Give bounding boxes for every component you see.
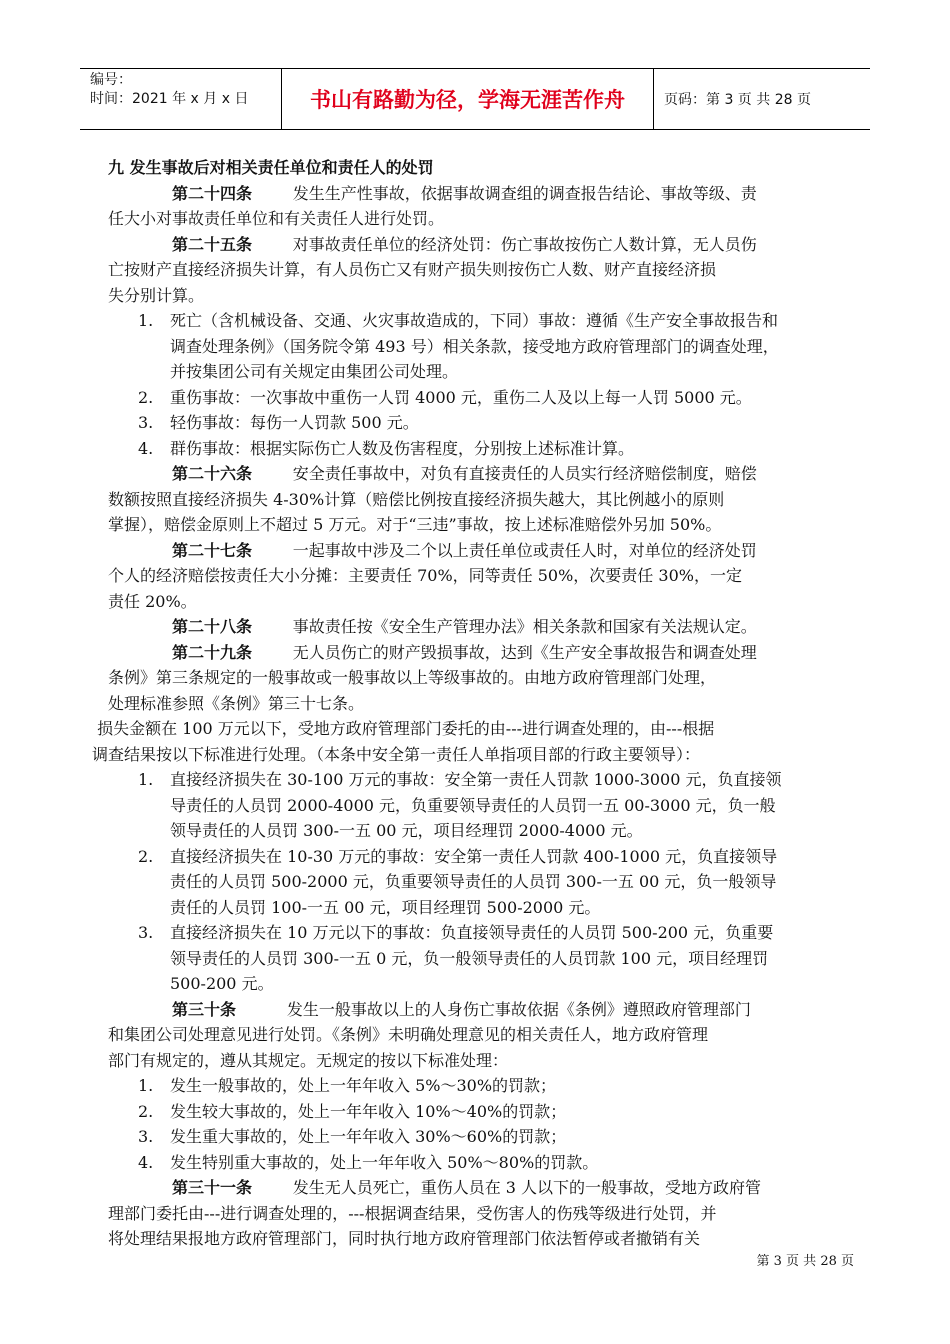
paragraph-continuation: 亡按财产直接经济损失计算，有人员伤亡又有财产损失则按伤亡人数、财产直接经济损: [108, 260, 717, 279]
article-paragraph: [108, 232, 856, 258]
list-item-text: 直接经济损失在 10 万元以下的事故：负直接领导责任的人员罚 500-200 元，负重要: [170, 923, 774, 942]
paragraph-continuation: 部门有规定的，遵从其规定。无规定的按以下标准处理：: [108, 1050, 509, 1070]
header-meta: [80, 69, 282, 129]
paragraph-continuation: 处理标准参照《条例》第三十七条。: [108, 693, 365, 713]
article-text: 事故责任按《安全生产管理办法》相关条款和国家有关法规认定。: [252, 617, 757, 636]
list-item-number: 2.: [138, 846, 154, 866]
list-item: [108, 920, 856, 946]
article-paragraph: [108, 614, 856, 640]
document-date: 时间：2021 年 x 月 x 日: [90, 91, 249, 107]
list-item: [108, 1099, 856, 1125]
list-item-number: 1.: [138, 770, 154, 789]
list-item-text: 群伤事故：根据实际伤亡人数及伤害程度，分别按上述标准计算。: [170, 438, 635, 458]
list-item-continuation: 责任的人员罚 100-一五 00 元，项目经理罚 500-2000 元。: [170, 897, 601, 917]
list-item-number: 3.: [138, 413, 154, 432]
list-item-number: 2.: [138, 1101, 154, 1121]
list-item-text: 直接经济损失在 10-30 万元的事故：安全第一责任人罚款 400-1000 元，负直接领导: [170, 846, 778, 866]
list-item-continuation: 调查处理条例》（国务院令第 493 号）相关条款，接受地方政府管理部门的调查处理，: [170, 336, 779, 356]
list-item-text: 发生重大事故的，处上一年年收入 30%～60%的罚款；: [170, 1127, 567, 1146]
list-item-number: 3.: [138, 923, 154, 942]
article-text: 无人员伤亡的财产毁损事故，达到《生产安全事故报告和调查处理: [252, 642, 757, 662]
paragraph-continuation: 责任 20%。: [108, 591, 197, 611]
list-item-text: 发生特别重大事故的，处上一年年收入 50%～80%的罚款。: [170, 1152, 599, 1172]
paragraph-continuation: 将处理结果报地方政府管理部门，同时执行地方政府管理部门依法暂停或者撤销有关: [108, 1229, 701, 1248]
paragraph-line: 损失金额在 100 万元以下，受地方政府管理部门委托的由---进行调查处理的，由---根据: [92, 719, 715, 738]
article-number: 第三十一条: [172, 1178, 253, 1197]
document-number: 编号：: [90, 72, 132, 88]
article-paragraph: [108, 538, 856, 564]
list-item: [108, 1124, 856, 1150]
article-paragraph: [108, 181, 856, 207]
paragraph-continuation: 条例》第三条规定的一般事故或一般事故以上等级事故的。由地方政府管理部门处理，: [108, 668, 717, 687]
paragraph-continuation: 失分别计算。: [108, 285, 205, 305]
article-text: 对事故责任单位的经济处罚：伤亡事故按伤亡人数计算，无人员伤: [252, 234, 757, 254]
list-item-continuation: 500-200 元。: [170, 974, 274, 993]
header-motto: 书山有路勤为径，学海无涯苦作舟: [282, 69, 654, 129]
paragraph-continuation: 掌握），赔偿金原则上不超过 5 万元。对于“三违”事故，按上述标准赔偿外另加 50%。: [108, 515, 722, 534]
list-item-continuation: 领导责任的人员罚 300-一五 00 元，项目经理罚 2000-4000 元。: [170, 821, 643, 840]
list-item-text: 重伤事故：一次事故中重伤一人罚 4000 元，重伤二人及以上每一人罚 5000 元。: [170, 387, 752, 407]
list-item: [108, 844, 856, 870]
article-number: 第二十六条: [172, 464, 253, 483]
article-number: 第三十条: [172, 999, 237, 1019]
list-item: [108, 410, 856, 436]
page-footer: 第 3 页 共 28 页: [756, 1254, 854, 1269]
list-item-text: 死亡（含机械设备、交通、火灾事故造成的，下同）事故：遵循《生产安全事故报告和: [170, 311, 779, 330]
list-item-continuation: 责任的人员罚 500-2000 元，负重要领导责任的人员罚 300-一五 00 元，负一般领导: [170, 872, 777, 891]
article-text: 发生无人员死亡，重伤人员在 3 人以下的一般事故，受地方政府管: [252, 1178, 762, 1197]
list-item: [108, 436, 856, 462]
article-number: 第二十九条: [172, 642, 253, 662]
list-item-text: 发生一般事故的，处上一年年收入 5%～30%的罚款；: [170, 1076, 557, 1095]
list-item-number: 1.: [138, 1076, 154, 1095]
page-header: [80, 68, 870, 130]
header-page-number: 页码：第 3 页 共 28 页: [664, 92, 811, 108]
list-item-number: 1.: [138, 311, 154, 330]
list-item: [108, 308, 856, 334]
list-item-number: 2.: [138, 387, 154, 407]
document-body: [92, 155, 856, 1252]
article-paragraph: [108, 640, 856, 666]
paragraph-continuation: 数额按照直接经济损失 4-30%计算（赔偿比例按直接经济损失越大，其比例越小的原则: [108, 489, 725, 509]
article-number: 第二十四条: [172, 183, 253, 203]
article-paragraph: [108, 461, 856, 487]
article-text: 发生一般事故以上的人身伤亡事故依据《条例》遵照政府管理部门: [236, 999, 751, 1019]
article-text: 发生生产性事故，依据事故调查组的调查报告结论、事故等级、责: [252, 183, 757, 203]
list-item-text: 直接经济损失在 30-100 万元的事故：安全第一责任人罚款 1000-3000 元，负直接领: [170, 770, 782, 789]
list-item: [108, 1150, 856, 1176]
paragraph-continuation: 任大小对事故责任单位和有关责任人进行处罚。: [108, 209, 445, 228]
article-number: 第二十五条: [172, 234, 253, 254]
article-number: 第二十八条: [172, 617, 253, 636]
list-item-number: 3.: [138, 1127, 154, 1146]
list-item-text: 轻伤事故：每伤一人罚款 500 元。: [170, 413, 419, 432]
paragraph-continuation: 个人的经济赔偿按责任大小分摊：主要责任 70%，同等责任 50%，次要责任 30%，一定: [108, 566, 742, 585]
article-paragraph: [108, 997, 856, 1023]
list-item-continuation: 领导责任的人员罚 300-一五 0 元，负一般领导责任的人员罚款 100 元，项目经理罚: [170, 948, 769, 968]
paragraph-continuation: 和集团公司处理意见进行处罚。《条例》未明确处理意见的相关责任人，地方政府管理: [108, 1025, 709, 1044]
list-item-number: 4.: [138, 438, 154, 458]
article-text: 一起事故中涉及二个以上责任单位或责任人时，对单位的经济处罚: [252, 540, 757, 560]
list-item: [108, 385, 856, 411]
section-heading: 九 发生事故后对相关责任单位和责任人的处罚: [108, 158, 434, 177]
list-item-text: 发生较大事故的，处上一年年收入 10%～40%的罚款；: [170, 1101, 567, 1121]
list-item-continuation: 并按集团公司有关规定由集团公司处理。: [170, 362, 459, 381]
article-number: 第二十七条: [172, 540, 253, 560]
list-item-number: 4.: [138, 1152, 154, 1172]
list-item: [108, 767, 856, 793]
article-paragraph: [108, 1175, 856, 1201]
list-item: [108, 1073, 856, 1099]
article-text: 安全责任事故中，对负有直接责任的人员实行经济赔偿制度，赔偿: [252, 464, 757, 483]
list-item-continuation: 导责任的人员罚 2000-4000 元，负重要领导责任的人员罚一五 00-3000 元，负一般: [170, 795, 776, 815]
paragraph-line: 调查结果按以下标准进行处理。（本条中安全第一责任人单指项目部的行政主要领导）：: [92, 744, 701, 764]
paragraph-continuation: 理部门委托由---进行调查处理的，---根据调查结果，受伤害人的伤残等级进行处罚，并: [108, 1203, 717, 1223]
